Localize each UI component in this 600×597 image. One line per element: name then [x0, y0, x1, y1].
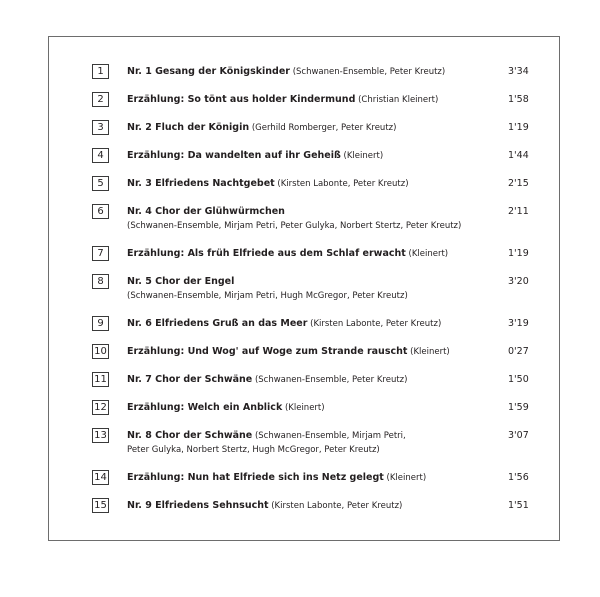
track-number: 9	[92, 316, 109, 331]
track-text	[127, 499, 497, 513]
track-duration: 2'15	[508, 178, 529, 189]
track-title: Nr. 8 Chor der Schwäne	[127, 430, 253, 441]
track-title: Erzählung: Welch ein Anblick	[127, 402, 283, 413]
track-performers-line2: (Schwanen-Ensemble, Mirjam Petri, Peter Gulyka, Norbert Stertz, Peter Kreutz)	[127, 221, 462, 231]
track-title: Nr. 5 Chor der Engel	[127, 276, 235, 287]
track-number: 7	[92, 246, 109, 261]
track-title: Nr. 4 Chor der Glühwürmchen	[127, 206, 285, 217]
track-text	[127, 373, 497, 387]
track-performers: (Kleinert)	[284, 403, 325, 413]
track-text	[127, 345, 497, 359]
track-text	[127, 65, 497, 79]
track-duration: 1'19	[508, 122, 529, 133]
track-number: 6	[92, 204, 109, 219]
track-duration: 0'27	[508, 346, 529, 357]
track-number: 3	[92, 120, 109, 135]
track-performers-line2: Peter Gulyka, Norbert Stertz, Hugh McGregor, Peter Kreutz)	[127, 445, 380, 455]
track-duration: 1'59	[508, 402, 529, 413]
track-duration: 1'51	[508, 500, 529, 511]
track-number: 2	[92, 92, 109, 107]
track-text	[127, 275, 497, 303]
track-title: Erzählung: Als früh Elfriede aus dem Schlaf erwacht	[127, 248, 406, 259]
track-duration: 1'44	[508, 150, 529, 161]
track-performers: (Schwanen-Ensemble, Peter Kreutz)	[292, 67, 446, 77]
track-performers: (Kleinert)	[410, 347, 450, 357]
track-performers: (Kirsten Labonte, Peter Kreutz)	[277, 179, 409, 189]
track-duration: 1'58	[508, 94, 529, 105]
track-performers: (Christian Kleinert)	[358, 95, 439, 105]
track-performers: (Schwanen-Ensemble, Mirjam Petri,	[254, 431, 406, 441]
track-performers: (Kleinert)	[343, 151, 384, 161]
track-number: 14	[92, 470, 109, 485]
track-text	[127, 247, 497, 261]
track-duration: 3'19	[508, 318, 529, 329]
track-text	[127, 121, 497, 135]
track-number: 5	[92, 176, 109, 191]
track-performers: (Kirsten Labonte, Peter Kreutz)	[271, 501, 403, 511]
track-number: 4	[92, 148, 109, 163]
track-title: Nr. 6 Elfriedens Gruß an das Meer	[127, 318, 308, 329]
track-duration: 2'11	[508, 206, 529, 217]
track-duration: 3'07	[508, 430, 529, 441]
track-text	[127, 149, 497, 163]
track-text	[127, 317, 497, 331]
track-title: Erzählung: So tönt aus holder Kindermund	[127, 94, 356, 105]
track-performers-line2: (Schwanen-Ensemble, Mirjam Petri, Hugh McGregor, Peter Kreutz)	[127, 291, 408, 301]
track-title: Erzählung: Und Wog' auf Woge zum Strande rauscht	[127, 346, 408, 357]
track-title: Nr. 1 Gesang der Königskinder	[127, 66, 290, 77]
track-number: 1	[92, 64, 109, 79]
track-text	[127, 471, 497, 485]
track-performers: (Kleinert)	[408, 249, 449, 259]
track-title: Erzählung: Nun hat Elfriede sich ins Netz gelegt	[127, 472, 384, 483]
track-title: Nr. 3 Elfriedens Nachtgebet	[127, 178, 275, 189]
track-number: 10	[92, 344, 109, 359]
track-number: 15	[92, 498, 109, 513]
track-performers: (Schwanen-Ensemble, Peter Kreutz)	[254, 375, 408, 385]
track-duration: 1'19	[508, 248, 529, 259]
track-number: 12	[92, 400, 109, 415]
track-title: Erzählung: Da wandelten auf ihr Geheiß	[127, 150, 341, 161]
track-number: 8	[92, 274, 109, 289]
track-text	[127, 429, 497, 457]
track-duration: 1'56	[508, 472, 529, 483]
track-performers: (Gerhild Romberger, Peter Kreutz)	[251, 123, 397, 133]
track-number: 13	[92, 428, 109, 443]
track-performers: (Kirsten Labonte, Peter Kreutz)	[310, 319, 442, 329]
track-text	[127, 93, 497, 107]
track-title: Nr. 9 Elfriedens Sehnsucht	[127, 500, 269, 511]
track-title: Nr. 7 Chor der Schwäne	[127, 374, 253, 385]
track-title: Nr. 2 Fluch der Königin	[127, 122, 250, 133]
track-duration: 3'20	[508, 276, 529, 287]
track-text	[127, 205, 497, 233]
track-number: 11	[92, 372, 109, 387]
track-duration: 1'50	[508, 374, 529, 385]
track-text	[127, 401, 497, 415]
track-duration: 3'34	[508, 66, 529, 77]
track-performers: (Kleinert)	[386, 473, 427, 483]
track-text	[127, 177, 497, 191]
